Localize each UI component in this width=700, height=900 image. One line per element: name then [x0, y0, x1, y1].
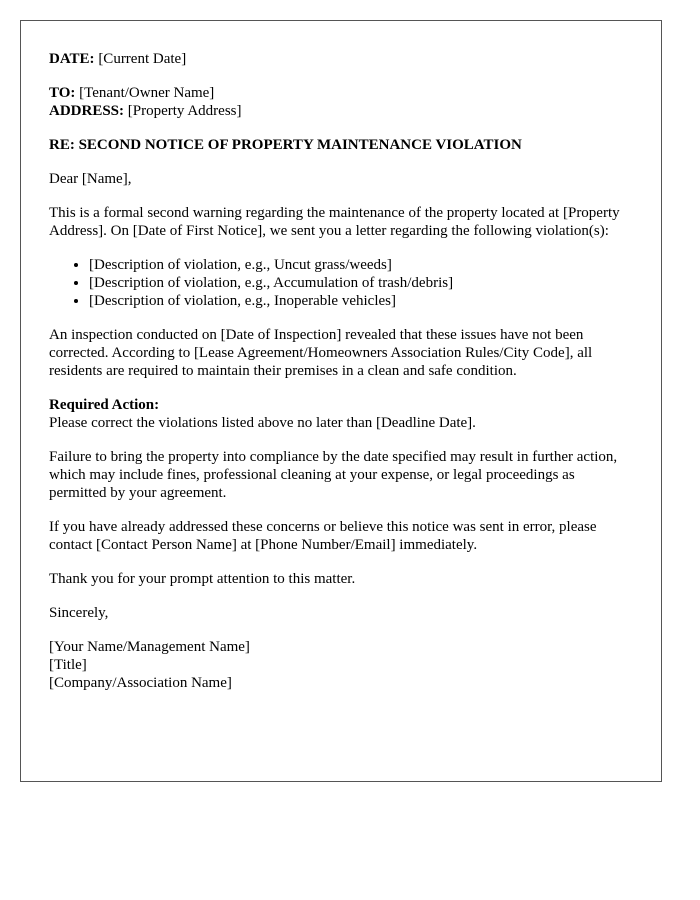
required-action-heading: Required Action:: [49, 397, 160, 413]
consequences-paragraph: Failure to bring the property into compliance by the date specified may result in further action, which may include fines, professional cleaning at your expense, or legal proceedings as permitted by your agreement.: [49, 449, 618, 501]
signature-title: [Title]: [49, 657, 87, 673]
signature-company: [Company/Association Name]: [49, 675, 232, 691]
violation-list: [49, 256, 632, 310]
salutation: Dear [Name],: [49, 171, 132, 187]
violation-item: • [Description of violation, e.g., Accumulation of trash/debris]: [89, 274, 632, 292]
closing: Sincerely,: [49, 605, 109, 621]
to-label: TO:: [49, 85, 76, 101]
address-value: [Property Address]: [127, 103, 242, 119]
required-action-block: [49, 396, 632, 432]
violation-item: • [Description of violation, e.g., Uncut grass/weeds]: [89, 256, 632, 274]
address-label: ADDRESS:: [49, 103, 125, 119]
letter-page: [20, 20, 662, 782]
signature-name: [Your Name/Management Name]: [49, 639, 250, 655]
intro-paragraph: This is a formal second warning regarding the maintenance of the property located at [Property Address]. On [Date of First Notice], we sent you a letter regarding the following violation(s):: [49, 205, 620, 239]
signature-block: [49, 638, 632, 692]
date-label: DATE:: [49, 51, 95, 67]
subject-text: RE: SECOND NOTICE OF PROPERTY MAINTENANCE VIOLATION: [49, 137, 522, 153]
contact-paragraph: If you have already addressed these concerns or believe this notice was sent in error, please contact [Contact Person Name] at [Phone Number/Email] immediately.: [49, 519, 597, 553]
thanks-paragraph: Thank you for your prompt attention to this matter.: [49, 571, 356, 587]
recipient-block: [49, 84, 632, 120]
inspection-paragraph: An inspection conducted on [Date of Inspection] revealed that these issues have not been corrected. According to [Lease Agreement/Homeowners Association Rules/City Code], all residents are required to maintain their premises in a clean and safe condition.: [49, 327, 593, 379]
subject-line: [49, 136, 632, 154]
violation-item: • [Description of violation, e.g., Inoperable vehicles]: [89, 292, 632, 310]
date-value: [Current Date]: [98, 51, 187, 67]
date-line: [49, 50, 632, 68]
to-value: [Tenant/Owner Name]: [79, 85, 215, 101]
required-action-text: Please correct the violations listed above no later than [Deadline Date].: [49, 415, 476, 431]
